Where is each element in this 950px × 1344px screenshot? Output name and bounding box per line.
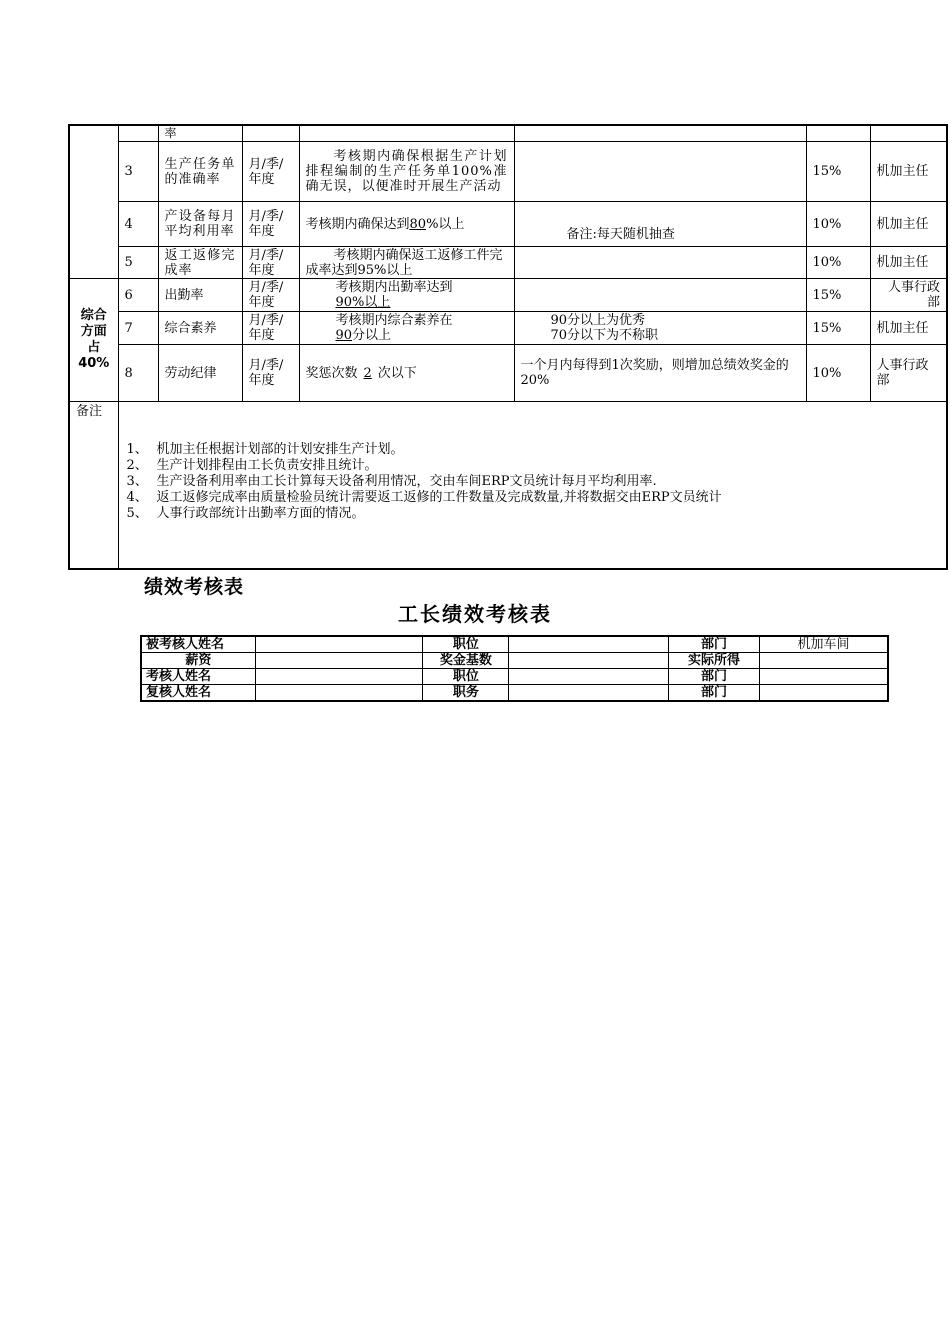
- standard: [299, 125, 514, 142]
- assessor: 机加主任: [870, 312, 947, 345]
- department-field[interactable]: [760, 685, 888, 702]
- table-row: [69, 202, 947, 247]
- remark-line-2: 70分以下为不称职: [550, 328, 659, 343]
- label-position: 职位: [423, 669, 509, 685]
- actual-earned-field[interactable]: [760, 653, 888, 669]
- label-salary: 薪资: [141, 653, 255, 669]
- assessor: 机加主任: [870, 247, 947, 279]
- row-number: 4: [118, 202, 158, 247]
- weight: [806, 125, 870, 142]
- position-field[interactable]: [509, 669, 668, 685]
- remark: 一个月内每得到1次奖励，则增加总绩效奖金的20%: [514, 345, 806, 402]
- standard-suffix: 次以下: [377, 365, 417, 381]
- note-item: 2、 生产计划排程由工长负责安排且统计。: [126, 458, 378, 473]
- period: 月/季/年度: [242, 247, 299, 279]
- weight: 10%: [806, 247, 870, 279]
- standard: 考核期内确保根据生产计划排程编制的生产任务单100%准确无误，以便准时开展生产活动: [299, 142, 514, 202]
- remark-text: 备注:每天随机抽查: [566, 227, 675, 242]
- item-name: 返工返修完成率: [158, 247, 242, 279]
- period: [242, 125, 299, 142]
- notes-content: [118, 402, 947, 569]
- note-item: 1、 机加主任根据计划部的计划安排生产计划。: [126, 442, 404, 457]
- remark: [514, 312, 806, 345]
- department-field[interactable]: [760, 669, 888, 685]
- assessor: [870, 125, 947, 142]
- standard-suffix: 分以上: [352, 328, 392, 343]
- label-department: 部门: [668, 636, 759, 653]
- row-number: 6: [118, 279, 158, 312]
- table-row: [69, 142, 947, 202]
- item-name: 产设备每月平均利用率: [158, 202, 242, 247]
- weight: 15%: [806, 312, 870, 345]
- section-title: 绩效考核表: [144, 576, 245, 598]
- item-name: 率: [158, 125, 242, 142]
- category-label: 综合方面占40%: [69, 279, 118, 402]
- row-number: 7: [118, 312, 158, 345]
- assessor-name-field[interactable]: [255, 669, 422, 685]
- standard-text: 考核期内确保达到: [305, 216, 410, 232]
- notes-row: [69, 402, 947, 569]
- remark: [514, 125, 806, 142]
- department-field[interactable]: 机加车间: [760, 636, 888, 653]
- standard-value: 90%以上: [335, 295, 391, 310]
- item-name: 劳动纪律: [158, 345, 242, 402]
- info-row: [141, 685, 888, 702]
- assessor: 机加主任: [870, 142, 947, 202]
- label-department: 部门: [668, 669, 759, 685]
- note-item: 4、 返工返修完成率由质量检验员统计需要返工返修的工件数量及完成数量,并将数据交由ERP文员统计: [126, 490, 722, 505]
- standard-text: 考核期内综合素养在: [335, 313, 453, 328]
- weight: 15%: [806, 279, 870, 312]
- weight: 15%: [806, 142, 870, 202]
- notes-list: [127, 442, 947, 522]
- item-name: 出勤率: [158, 279, 242, 312]
- table-row: [69, 279, 947, 312]
- standard-text: 考核期内出勤率达到: [335, 280, 453, 295]
- assessor: 机加主任: [870, 202, 947, 247]
- remark: [514, 202, 806, 247]
- row-number: 8: [118, 345, 158, 402]
- item-name: 生产任务单的准确率: [158, 142, 242, 202]
- remark: [514, 247, 806, 279]
- standard: [299, 345, 514, 402]
- remark: [514, 279, 806, 312]
- label-actual-earned: 实际所得: [668, 653, 759, 669]
- standard: 考核期内确保返工返修工件完成率达到95%以上: [299, 247, 514, 279]
- weight: 10%: [806, 345, 870, 402]
- note-item: 3、 生产设备利用率由工长计算每天设备利用情况，交由车间ERP文员统计每月平均利用率.: [126, 474, 657, 489]
- standard-value: 2: [363, 365, 372, 381]
- row-number: [118, 125, 158, 142]
- label-department: 部门: [668, 685, 759, 702]
- position-field[interactable]: [509, 636, 668, 653]
- remark: [514, 142, 806, 202]
- row-number: 5: [118, 247, 158, 279]
- standard-suffix: %以上: [426, 216, 465, 232]
- duty-field[interactable]: [509, 685, 668, 702]
- label-duty: 职务: [423, 685, 509, 702]
- standard: [299, 202, 514, 247]
- standard: [299, 312, 514, 345]
- info-row: [141, 669, 888, 685]
- notes-label: 备注: [69, 402, 118, 569]
- table-row: [69, 125, 947, 142]
- salary-field[interactable]: [255, 653, 422, 669]
- kpi-table: [68, 124, 948, 570]
- remark-line-1: 90分以上为优秀: [550, 313, 646, 328]
- assessor: 人事行政部: [870, 345, 947, 402]
- form-title: 工长绩效考核表: [398, 602, 552, 626]
- standard-value: 90: [335, 328, 353, 343]
- info-row: [141, 653, 888, 669]
- label-assessee-name: 被考核人姓名: [141, 636, 255, 653]
- assessor: 人事行政部: [870, 279, 947, 312]
- period: 月/季/年度: [242, 312, 299, 345]
- label-assessor-name: 考核人姓名: [141, 669, 255, 685]
- category-cell-empty: [69, 125, 118, 279]
- standard: [299, 279, 514, 312]
- bonus-base-field[interactable]: [509, 653, 668, 669]
- item-name: 综合素养: [158, 312, 242, 345]
- label-reviewer-name: 复核人姓名: [141, 685, 255, 702]
- table-row: [69, 345, 947, 402]
- assessee-name-field[interactable]: [255, 636, 422, 653]
- note-item: 5、 人事行政部统计出勤率方面的情况。: [126, 506, 365, 521]
- period: 月/季/年度: [242, 279, 299, 312]
- row-number: 3: [118, 142, 158, 202]
- standard-text: 奖惩次数: [305, 365, 358, 381]
- period: 月/季/年度: [242, 345, 299, 402]
- info-row: [141, 636, 888, 653]
- standard-value: 80: [409, 216, 427, 232]
- reviewer-name-field[interactable]: [255, 685, 422, 702]
- period: 月/季/年度: [242, 202, 299, 247]
- table-row: [69, 247, 947, 279]
- period: 月/季/年度: [242, 142, 299, 202]
- weight: 10%: [806, 202, 870, 247]
- label-bonus-base: 奖金基数: [423, 653, 509, 669]
- label-position: 职位: [423, 636, 509, 653]
- info-table: [140, 635, 889, 702]
- table-row: [69, 312, 947, 345]
